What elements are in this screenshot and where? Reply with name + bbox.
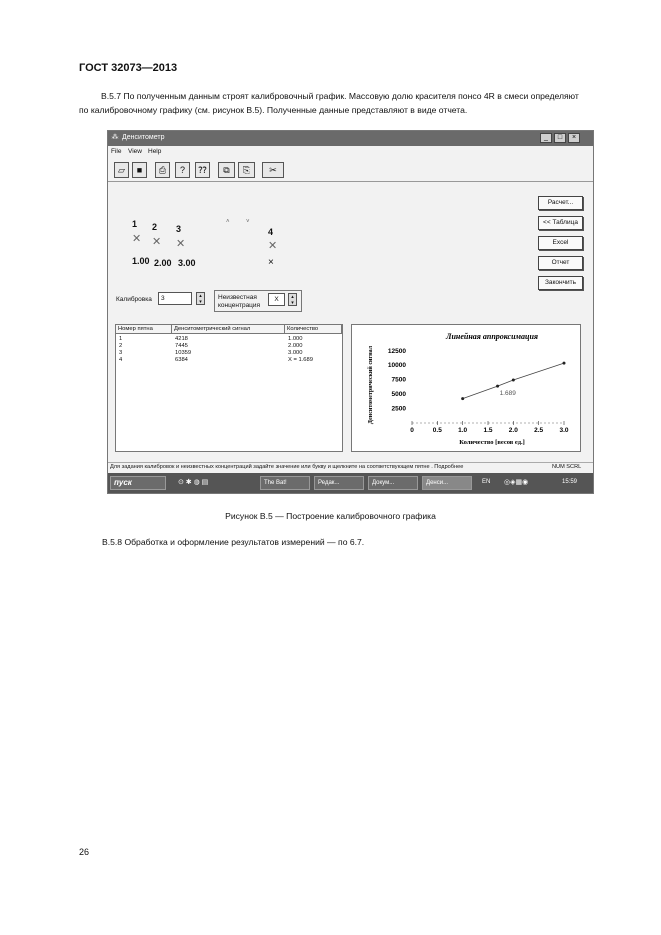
taskbar-item-document[interactable]: Докум...: [368, 476, 418, 490]
taskbar-item-editor[interactable]: Редак...: [314, 476, 364, 490]
table-cell: 4: [119, 357, 123, 363]
excel-button[interactable]: Excel: [538, 236, 583, 250]
spot-number-4: 4: [268, 227, 274, 237]
clock: 15:59: [562, 479, 578, 485]
chart-x-tick-label: 2.5: [534, 427, 544, 434]
unknown-label-line2: концентрация: [218, 302, 261, 309]
table-cell: 1: [119, 336, 123, 342]
copy-icon[interactable]: ⧉: [218, 162, 235, 178]
chart-x-tick-label: 1.0: [458, 427, 468, 434]
taskbar-item-densitometer[interactable]: Денси...: [422, 476, 472, 490]
report-button[interactable]: Отчет: [538, 256, 583, 270]
table-cell: 1.000: [288, 336, 303, 342]
unknown-input[interactable]: X: [268, 293, 285, 306]
status-text: Для задания калибровок и неизвестных концентраций задайте значение или букву и щелкните на соответствующем пятне . Подробнее: [110, 464, 464, 470]
unknown-spinner[interactable]: ▴ ▾: [288, 293, 297, 306]
close-button[interactable]: ×: [568, 133, 580, 143]
chart-x-tick-label: 0.5: [432, 427, 442, 434]
save-icon[interactable]: ■: [132, 162, 147, 178]
table-cell: 7445: [175, 343, 188, 349]
maximize-button[interactable]: □: [554, 133, 566, 143]
spot-4-mark[interactable]: ✕: [268, 240, 278, 252]
calibration-input[interactable]: 3: [158, 292, 192, 305]
chart-point: [496, 385, 499, 388]
open-icon[interactable]: ▱: [114, 162, 129, 178]
chart-x-tick-label: 0: [410, 427, 414, 434]
chart-point: [512, 378, 515, 381]
toolbar: [108, 160, 593, 182]
table-cell: 3.000: [288, 350, 303, 356]
spot-number-3: 3: [176, 224, 182, 234]
spot-1-mark[interactable]: ✕: [132, 233, 142, 245]
chart-y-tick-label: 5000: [391, 391, 406, 399]
chart-y-tick-label: 10000: [387, 362, 406, 370]
chart-annotation: 1.689: [499, 390, 516, 398]
paragraph-b58: В.5.8 Обработка и оформление результатов измерений — по 6.7.: [102, 537, 365, 547]
scanner-icon[interactable]: ✂: [262, 162, 284, 178]
chart-title: Линейная аппроксимация: [445, 332, 539, 341]
status-flags: NUM SCRL: [552, 464, 582, 470]
chart-x-tick-label: 2.0: [508, 427, 518, 434]
paragraph-b57: В.5.7 По полученным данным строят калибровочный график. Массовую долю красителя понсо 4R в смеси определяют по калибровочному графику (см. рисунок В.5). Полученные данные представляют в виде отчета.: [79, 91, 579, 115]
export-icon[interactable]: ⎘: [238, 162, 255, 178]
help-icon[interactable]: ?: [175, 162, 190, 178]
menu-view[interactable]: View: [128, 148, 142, 155]
spot-number-1: 1: [132, 219, 138, 229]
table-button[interactable]: << Таблица: [538, 216, 583, 230]
chart-point: [461, 397, 464, 400]
chart-y-tick-label: 2500: [391, 405, 406, 413]
calibration-label: Калибровка: [116, 296, 152, 303]
menu-help[interactable]: Help: [148, 148, 162, 155]
spot-value-3: 3.00: [178, 258, 196, 268]
chart-y-tick-label: 12500: [387, 347, 406, 355]
table-cell: 2.000: [288, 343, 303, 349]
start-button[interactable]: пуск: [110, 476, 166, 490]
column-header-spot[interactable]: Номер пятна: [116, 325, 172, 334]
language-indicator[interactable]: EN: [482, 479, 491, 485]
spot-faint-mark-a: ˄: [226, 219, 230, 225]
chart-xlabel: Количество [весов ед.]: [459, 439, 525, 446]
spot-2-mark[interactable]: ✕: [152, 236, 162, 248]
table-cell: 10359: [175, 350, 192, 356]
app-window-screenshot: [107, 130, 594, 494]
column-header-signal[interactable]: Денситометрический сигнал: [172, 325, 285, 334]
chart-x-tick-label: 3.0: [559, 427, 569, 434]
calibration-spinner[interactable]: ▴ ▾: [196, 292, 205, 305]
document-header: ГОСТ 32073—2013: [79, 62, 178, 74]
taskbar-item-thebat[interactable]: The Bat!: [260, 476, 310, 490]
context-help-icon[interactable]: ⁇: [195, 162, 210, 178]
table-cell: 3: [119, 350, 123, 356]
finish-button[interactable]: Закончить: [538, 276, 583, 290]
menu-file[interactable]: File: [111, 148, 122, 155]
minimize-button[interactable]: _: [540, 133, 552, 143]
table-cell: X = 1.689: [288, 357, 313, 363]
spot-faint-mark-b: ˅: [246, 219, 250, 225]
column-header-amount[interactable]: Количество: [285, 325, 342, 334]
table-cell: 4218: [175, 336, 188, 342]
page-number: 26: [79, 847, 90, 857]
status-bar: [108, 462, 593, 473]
title-bar: [108, 131, 593, 146]
menu-bar: [108, 147, 593, 157]
chart-x-tick-label: 1.5: [483, 427, 493, 434]
chart-point: [563, 362, 566, 365]
spot-4-unknown-mark[interactable]: ×: [268, 257, 274, 268]
figure-caption: Рисунок В.5 — Построение калибровочного графика: [225, 511, 436, 521]
spot-value-2: 2.00: [154, 258, 172, 268]
tray-icons[interactable]: ◎◈▦◉: [504, 479, 529, 486]
spot-value-1: 1.00: [132, 256, 150, 266]
calculate-button[interactable]: Расчет...: [538, 196, 583, 210]
quick-launch-icons[interactable]: ⊙ ✱ ◍ ▤: [178, 479, 209, 486]
chart-ylabel: Денситометрический сигнал: [368, 345, 374, 425]
table-cell: 2: [119, 343, 123, 349]
calibration-chart-panel: [351, 324, 581, 452]
spot-number-2: 2: [152, 222, 158, 232]
spot-3-mark[interactable]: ✕: [176, 238, 186, 250]
window-title: Денситометр: [122, 134, 165, 141]
table-cell: 6384: [175, 357, 188, 363]
unknown-label-line1: Неизвестная: [218, 294, 257, 301]
chart-y-tick-label: 7500: [391, 376, 406, 384]
taskbar: [108, 473, 593, 493]
app-icon: ⁂: [111, 134, 119, 141]
calibration-chart: [352, 325, 580, 451]
print-icon[interactable]: ⎙: [155, 162, 170, 178]
results-table: [115, 324, 343, 452]
